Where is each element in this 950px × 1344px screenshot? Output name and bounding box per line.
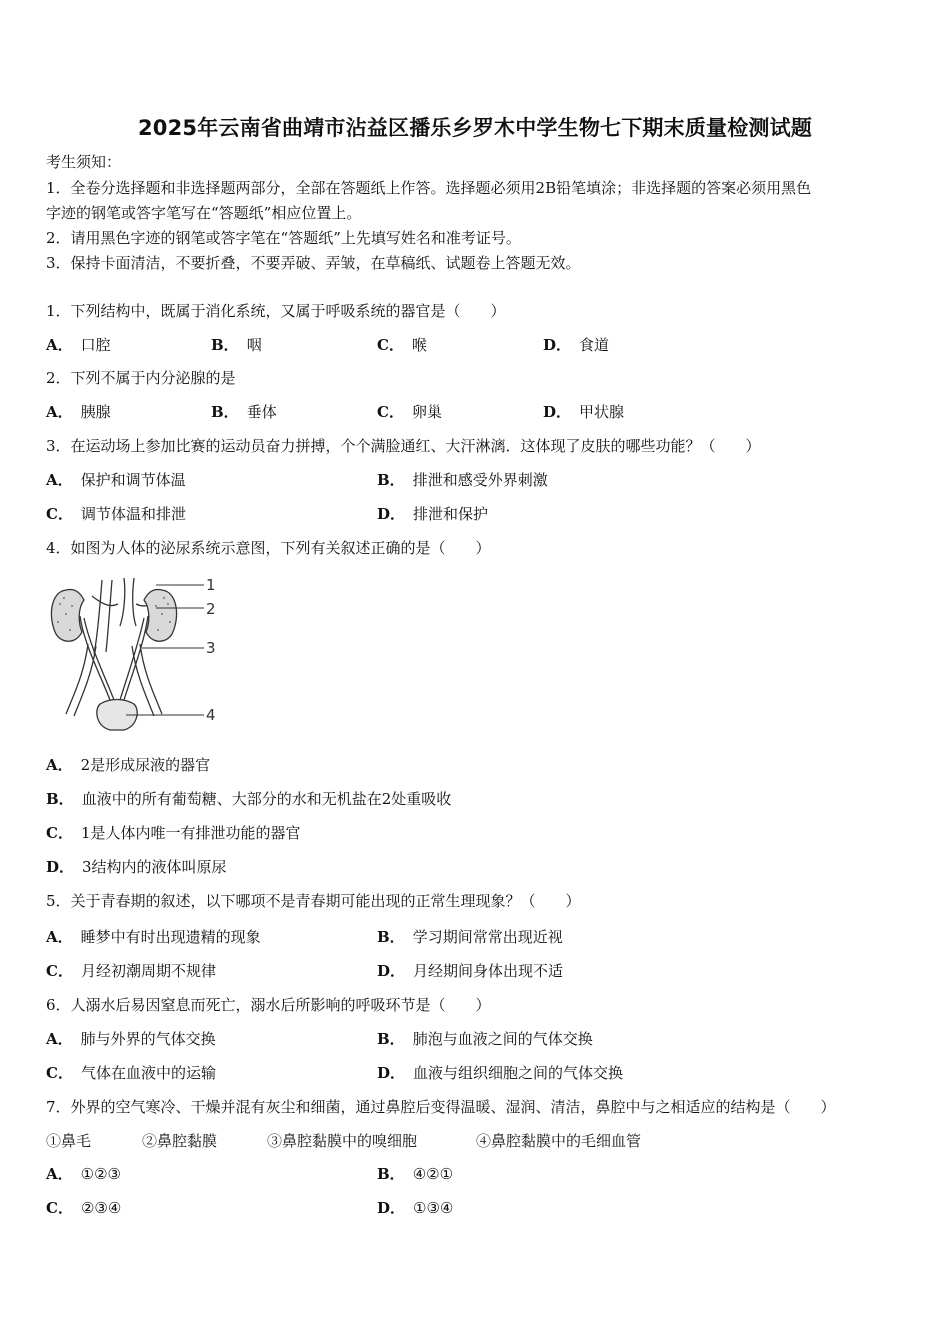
left-kidney [51,589,84,641]
q2-option-d: D． 甲状腺 [543,403,625,421]
question-7-stem: 7．外界的空气寒冷、干燥并混有灰尘和细菌，通过鼻腔后变得温暖、湿润、清洁，鼻腔中与之相适应的结构是（ ） [46,1098,836,1116]
figure-label-1: 1 [206,576,216,594]
q2-option-a: A． 胰腺 [46,403,111,421]
question-1-stem: 1．下列结构中，既属于消化系统，又属于呼吸系统的器官是（ ） [46,302,506,320]
q6-option-a: A． 肺与外界的气体交换 [46,1030,216,1048]
q5-option-c: C． 月经初潮周期不规律 [46,962,216,980]
urinary-system-diagram [44,574,234,734]
q3-option-d: D． 排泄和保护 [377,505,489,523]
q7-item-4: ④鼻腔黏膜中的毛细血管 [476,1132,642,1150]
q5-option-b: B． 学习期间常常出现近视 [377,928,563,946]
q4-option-a: A． 2是形成尿液的器官 [46,756,211,774]
q6-option-d: D． 血液与组织细胞之间的气体交换 [377,1064,624,1082]
question-5-stem: 5．关于青春期的叙述，以下哪项不是青春期可能出现的正常生理现象？（ ） [46,892,581,910]
q1-option-c: C． 喉 [377,336,427,354]
right-kidney [144,589,177,641]
question-2-stem: 2．下列不属于内分泌腺的是 [46,369,236,387]
q7-option-d: D． ①③④ [377,1199,454,1217]
figure-label-4: 4 [206,706,216,724]
q7-option-a: A． ①②③ [46,1165,121,1183]
q7-option-c: C． ②③④ [46,1199,122,1217]
q6-option-c: C． 气体在血液中的运输 [46,1064,216,1082]
figure-label-2: 2 [206,600,216,618]
notice-line-1b: 字迹的钢笔或答字笔写在“答题纸”相应位置上。 [46,204,362,222]
q2-option-c: C． 卵巢 [377,403,442,421]
q1-option-a: A． 口腔 [46,336,111,354]
figure-label-3: 3 [206,639,216,657]
q3-option-c: C． 调节体温和排泄 [46,505,186,523]
q7-item-1: ①鼻毛 [46,1132,92,1150]
q6-option-b: B． 肺泡与血液之间的气体交换 [377,1030,593,1048]
q5-option-d: D． 月经期间身体出现不适 [377,962,564,980]
page-title: 2025年云南省曲靖市沾益区播乐乡罗木中学生物七下期末质量检测试题 [137,116,813,140]
question-4-stem: 4．如图为人体的泌尿系统示意图，下列有关叙述正确的是（ ） [46,539,491,557]
q3-option-b: B． 排泄和感受外界刺激 [377,471,548,489]
q2-option-b: B． 垂体 [211,403,277,421]
notice-line-3: 3．保持卡面清洁，不要折叠，不要弄破、弄皱，在草稿纸、试题卷上答题无效。 [46,254,581,272]
notice-line-2: 2．请用黑色字迹的钢笔或答字笔在“答题纸”上先填写姓名和准考证号。 [46,229,521,247]
q7-option-b: B． ④②① [377,1165,454,1183]
notice-line-1a: 1．全卷分选择题和非选择题两部分，全部在答题纸上作答。选择题必须用2B铅笔填涂；非选择题的答案必须用黑色 [46,179,812,197]
q1-option-d: D． 食道 [543,336,610,354]
q5-option-a: A． 睡梦中有时出现遗精的现象 [46,928,261,946]
q4-option-b: B． 血液中的所有葡萄糖、大部分的水和无机盐在2处重吸收 [46,790,452,808]
notice-heading: 考生须知： [46,153,122,171]
q7-item-3: ③鼻腔黏膜中的嗅细胞 [267,1132,418,1150]
q7-item-2: ②鼻腔黏膜 [142,1132,218,1150]
q1-option-b: B． 咽 [211,336,262,354]
question-3-stem: 3．在运动场上参加比赛的运动员奋力拼搏，个个满脸通红、大汗淋漓．这体现了皮肤的哪些功能？（ ） [46,437,761,455]
q4-option-d: D． 3结构内的液体叫原尿 [46,858,227,876]
q3-option-a: A． 保护和调节体温 [46,471,186,489]
question-6-stem: 6．人溺水后易因窒息而死亡，溺水后所影响的呼吸环节是（ ） [46,996,491,1014]
q4-option-c: C． 1是人体内唯一有排泄功能的器官 [46,824,301,842]
